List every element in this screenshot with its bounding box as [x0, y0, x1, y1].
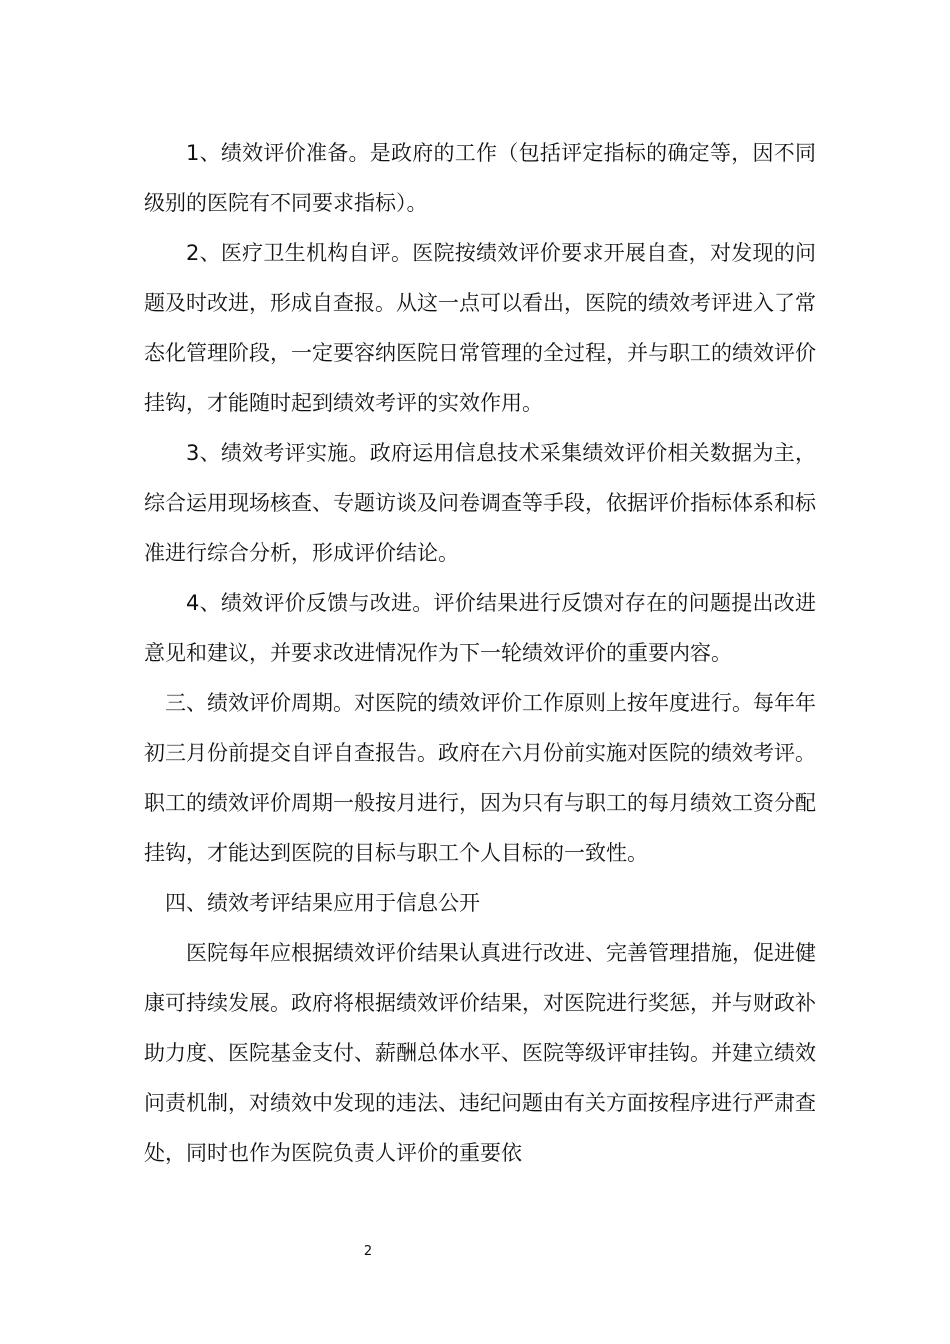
- section-heading-4: 四、绩效考评结果应用于信息公开: [165, 891, 480, 915]
- paragraph-section-3: 三、绩效评价周期。对医院的绩效评价工作原则上按年度进行。每年年初三月份前提交自评自查报告。政府在六月份前实施对医院的绩效考评。职工的绩效评价周期一般按月进行，因为只有与职工的每月绩效工资分配挂钩，才能达到医院的目标与职工个人目标的一致性。: [144, 691, 816, 865]
- paragraph-step-3: 3、绩效考评实施。政府运用信息技术采集绩效评价相关数据为主，综合运用现场核查、专题访谈及问卷调查等手段，依据评价指标体系和标准进行综合分析，形成评价结论。: [144, 441, 816, 565]
- paragraph-step-4: 4、绩效评价反馈与改进。评价结果进行反馈对存在的问题提出改进意见和建议，并要求改进情况作为下一轮绩效评价的重要内容。: [144, 591, 816, 665]
- document-body: [144, 128, 816, 1178]
- paragraph-step-2: 2、医疗卫生机构自评。医院按绩效评价要求开展自查，对发现的问题及时改进，形成自查报。从这一点可以看出，医院的绩效考评进入了常态化管理阶段，一定要容纳医院日常管理的全过程，并与职工的绩效评价挂钩，才能随时起到绩效考评的实效作用。: [144, 241, 816, 415]
- paragraph-step-1: 1、绩效评价准备。是政府的工作（包括评定指标的确定等，因不同级别的医院有不同要求指标）。: [144, 141, 816, 215]
- paragraph-section-4-body: 医院每年应根据绩效评价结果认真进行改进、完善管理措施，促进健康可持续发展。政府将根据绩效评价结果，对医院进行奖惩，并与财政补助力度、医院基金支付、薪酬总体水平、医院等级评审挂钩。并建立绩效问责机制，对绩效中发现的违法、违纪问题由有关方面按程序进行严肃查处，同时也作为医院负责人评价的重要依: [144, 941, 816, 1165]
- page-number: 2: [363, 1244, 373, 1259]
